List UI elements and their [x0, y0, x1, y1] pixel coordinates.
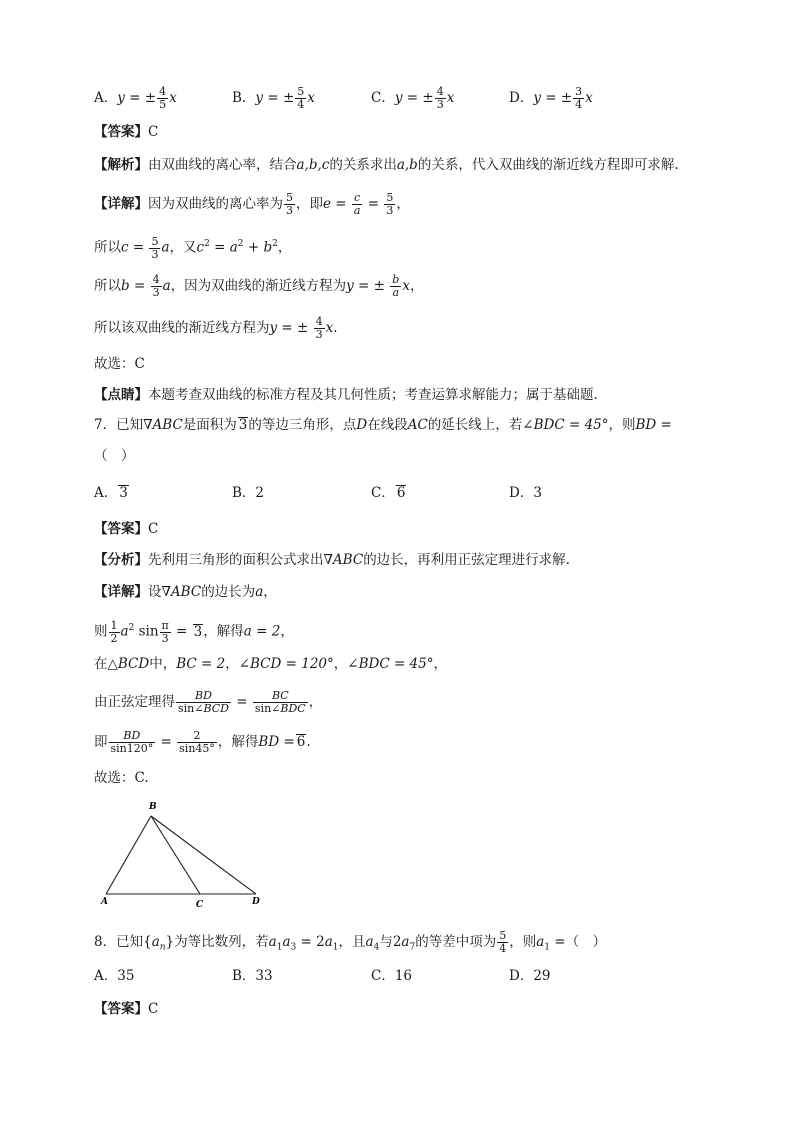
q7-detail-line-5: 即 $\frac{BD}{\sin 120^\circ}$ = $\frac{2}{\sin 45^\circ}$ ，解得BD = 6.	[94, 729, 311, 755]
q8-option-b: B．33	[232, 968, 273, 984]
q6-option-a: A．y = ± $\frac{4}{5}$ x	[94, 85, 177, 111]
segment-bc	[151, 816, 200, 894]
q6-detail-line-3: 所以b = $\frac{4}{3}$ a，因为双曲线的渐近线方程为y = ± $\frac{b}{a}$ x，	[94, 273, 424, 299]
q8-option-d: D．29	[509, 968, 551, 984]
q7-detail-line-2: 则 $\frac{1}{2}$ $a^2$ sin $\frac{\pi}{3}$ = 3，解得a = 2，	[94, 618, 294, 645]
q7-answer: 【答案】C	[94, 521, 159, 537]
label-c: C	[196, 900, 204, 910]
q7-detail-line-1: 【详解】设∇ABC的边长为a，	[94, 584, 277, 600]
q7-analysis: 【分析】先利用三角形的面积公式求出∇ABC的边长，再利用正弦定理进行求解.	[94, 552, 570, 568]
q6-option-c: C．y = ± $\frac{4}{3}$ x	[371, 85, 455, 111]
q7-stem: 7．已知∇ABC是面积为 3的等边三角形，点D在线段AC的延长线上，若∠BDC = 45°，则BD =	[94, 417, 672, 433]
q7-triangle-figure	[96, 798, 268, 910]
label-a: A	[101, 897, 108, 907]
q8-answer: 【答案】C	[94, 1001, 159, 1017]
q7-choose: 故选：C.	[94, 770, 149, 786]
label-b: B	[149, 802, 157, 812]
q6-analysis: 【解析】由双曲线的离心率，结合a,b,c的关系求出a,b的关系，代入双曲线的渐近线方程即可求解.	[94, 157, 679, 173]
q6-detail-line-4: 所以该双曲线的渐近线方程为y = ± $\frac{4}{3}$ x.	[94, 315, 338, 341]
q7-detail-line-4: 由正弦定理得 $\frac{BD}{\text{sin∠BCD}}$ = $\frac{BC}{\text{sin∠BDC}}$ ，	[94, 689, 323, 715]
q8-option-c: C．16	[371, 968, 413, 984]
q6-detail-line-2: 所以c = $\frac{5}{3}$ a，又$c^2 = a^2 + b^2$，	[94, 234, 292, 261]
q7-option-d: D．3	[509, 485, 542, 501]
label-d: D	[252, 897, 260, 907]
q6-answer: 【答案】C	[94, 124, 159, 140]
q7-paren: （ ）	[94, 448, 135, 464]
q6-comment: 【点睛】本题考查双曲线的标准方程及其几何性质；考查运算求解能力；属于基础题.	[94, 387, 598, 403]
q7-option-c: C． 6	[371, 485, 406, 501]
q6-option-b: B．y = ± $\frac{5}{4}$ x	[232, 85, 315, 111]
q6-detail-line-1: 【详解】因为双曲线的离心率为 $\frac{5}{3}$ ，即e = $\frac{c}{a}$ = $\frac{5}{3}$ ，	[94, 191, 410, 217]
segment-ab	[106, 816, 151, 894]
q7-option-b: B．2	[232, 485, 265, 501]
q8-stem: 8．已知$\{a_n\}$为等比数列，若$a_1a_3 = 2a_1$，且$a_4$与$2a_7$的等差中项为 $\frac{5}{4}$ ，则$a_1$ =（ ）	[94, 929, 607, 955]
q6-option-d: D．y = ± $\frac{3}{4}$ x	[509, 85, 593, 111]
q6-choose: 故选：C	[94, 356, 145, 372]
q8-option-a: A．35	[94, 968, 135, 984]
q7-option-a: A． 3	[94, 485, 128, 501]
q7-detail-line-3: 在△BCD中，BC = 2，∠BCD = 120°，∠BDC = 45°，	[94, 656, 447, 672]
segment-bd	[151, 816, 256, 894]
